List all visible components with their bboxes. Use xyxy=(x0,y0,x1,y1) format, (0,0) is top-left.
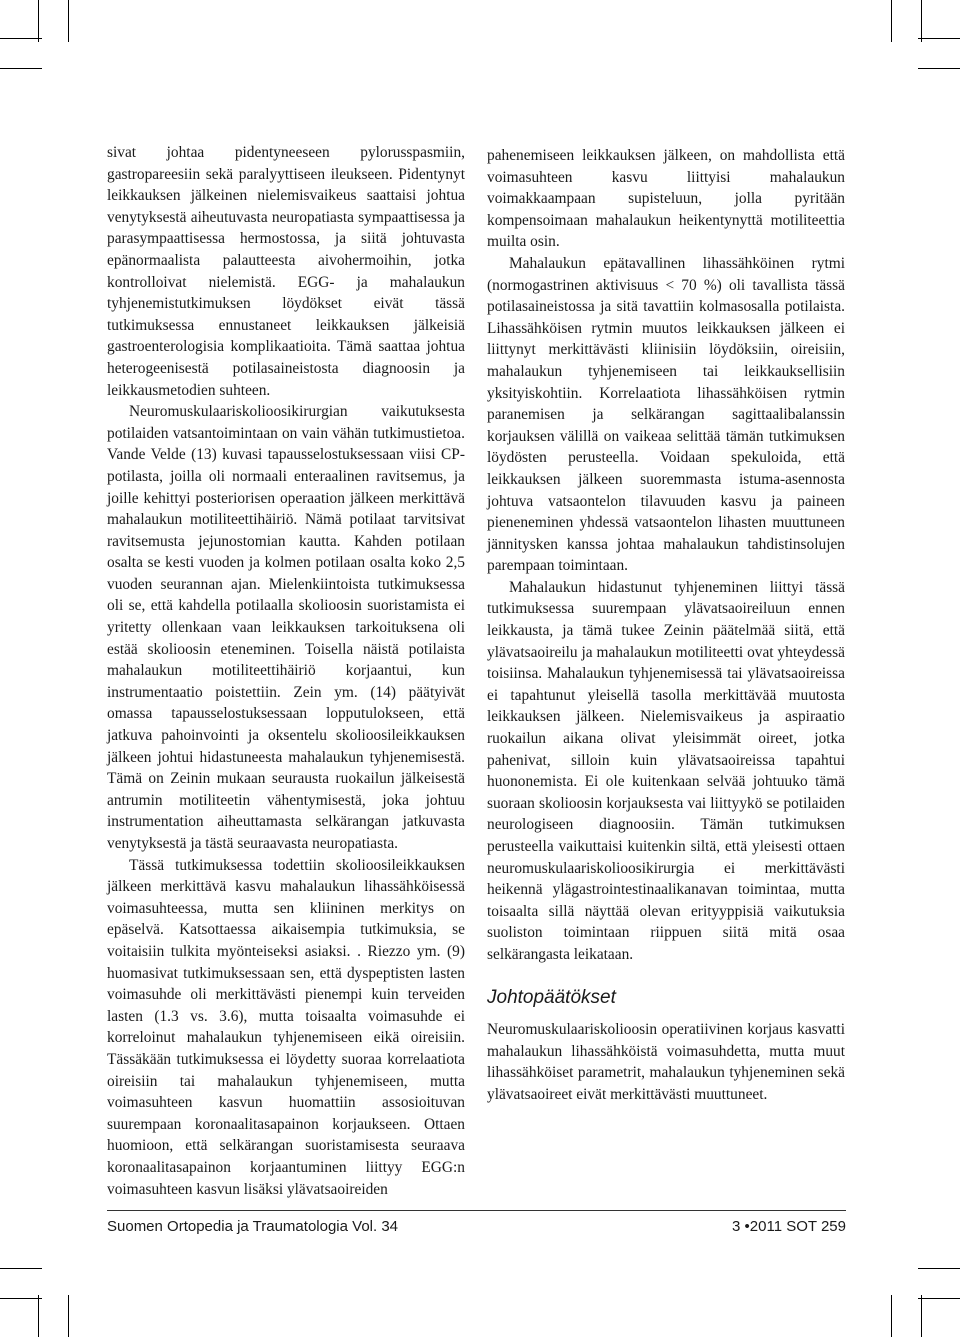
paragraph: Mahalaukun epätavallinen lihassähköinen rytmi (normogastrinen aktivisuus < 70 %) oli tavallista tässä potilasaineistossa ja sitä tavattiin kolmasosalla potilaista. Lihassähköisen rytmin muutos leikkauksen jälkeen ei liittynyt merkittävästi kliinisiin löydöksiin, oireisiin, mahalaukun tyhjenemiseen tai leikkauksellisiin yksityiskohtiin. Korrelaatiota lihassähköisen rytmin paranemisen ja selkärangan sagittaalibalanssin korjauksen välillä on vaikeaa selittää tämän tutkimuksen löydösten perusteella. Voidaan spekuloida, että leikkauksen jälkeen suoremmasta istuma-asennosta johtuva vatsaontelon tilavuuden kasvu ja paineen pieneneminen yhdessä vatsaontelon lihasten muuttuneen jännitysken kanssa johtaa mahalaukun tahdistinsolujen parempaan toimintaan. xyxy=(487,254,845,575)
crop-mark-top-right-v xyxy=(921,0,922,42)
paragraph: Mahalaukun hidastunut tyhjeneminen liittyi tässä tutkimuksessa suurempaan ylävatsaoireiluun ennen leikkausta, ja tämä tukee Zeinin päätelmää siitä, että ylävatsaoireilu ja mahalaukun motiliteetti ovat yhteydessä toisiinsa. Mahalaukun tyhjenemisessä tai ylävatsaoireissa ei tapahtunut yleisellä tasolla merkittävää muutosta leikkauksen jälkeen. Nielemisvaikeus ja aspiraatio ruokailun aikana olivat yleisimmät oireet, jotka pahenivat, silloin kuin ylävatsaoireissa tapahtui huononemista. Ei ole kuitenkaan selvää johtuuko tämä suoraan skolioosin korjauksesta vai liittyykö se potilaiden neurologiseen diagnoosiin. Tämän tutkimuksen perusteella vaikuttaisi kuitenkin siltä, että yleisesti ottaen neuromuskulaariskolioosikirurgia ei merkittävästi heikennä ylägastrointestinaalikanavan toimintaa, mutta toisaalta sillä näyttää olevan erityyppisiä vaikutuksia suoliston toimintaan riippuen siitä mitä osaa selkärangasta leikataan. xyxy=(487,578,845,963)
issue-info: 3 •2011 SOT 259 xyxy=(732,1218,846,1235)
crop-mark-top-right-h xyxy=(918,38,960,39)
conclusion-paragraph: Neuromuskulaariskolioosin operatiivinen korjaus kasvatti mahalaukun lihassähköistä voimasuhdetta, mutta muut lihassähköiset parametrit, mahalaukun tyhjeneminen sekä ylävatsaoireet eivät merkittävästi muuttuneet. xyxy=(487,1021,845,1103)
crop-mark-bottom-left-v xyxy=(38,1295,39,1337)
paragraph: Tässä tutkimuksessa todettiin skolioosileikkauksen jälkeen merkittävä kasvu mahalaukun lihassähköisessä voimasuhteessa, mutta sen kliininen merkitys on epäselvä. Katsottaessa aikaisempia tutkimuksia, se voitaisiin tulkita myönteiseksi asiaksi. . Riezzo ym. (9) huomasivat tutkimuksessaan sen, että dyspeptisten lasten voimasuhde oli merkittävästi pienempi kuin terveiden lasten (1.3 vs. 3.6), mutta toisaalta voimasuhde ei korreloinut mahalaukun tyhjenemiseen eikä oireisiin. Tässäkään tutkimuksessa ei löydetty suoraa korrelaatiota oireisiin tai mahalaukun tyhjenemiseen, mutta voimasuhteen kasvun huomattiin assosioituvan suurempaan koronaalitasapainon korjaukseen. Ottaen huomioon, että selkärangan suoristamisesta seuraava koronaalitasapainon korjaantuminen liittyy EGG:n voimasuhteen kasvun lisäksi ylävatsaoireiden xyxy=(107,856,465,1198)
crop-mark-bottom-right-h2 xyxy=(918,1268,960,1269)
crop-mark-top-left-h2 xyxy=(0,68,42,69)
footer-divider xyxy=(107,1210,846,1211)
crop-mark-top-right-v2 xyxy=(891,0,892,42)
crop-mark-bottom-right-h xyxy=(918,1298,960,1299)
crop-mark-bottom-left-h2 xyxy=(0,1268,42,1269)
crop-mark-top-left-v2 xyxy=(68,0,69,42)
crop-mark-bottom-left-h xyxy=(0,1298,42,1299)
paragraph: pahenemiseen leikkauksen jälkeen, on mahdollista että voimasuhteen kasvu liittyisi mahalaukun voimakkaampaan supisteluun, jolla pyritään kompensoimaan mahalaukun heikentynyttä motiliteettia muilta osin. xyxy=(487,147,845,251)
crop-mark-top-left-v xyxy=(38,0,39,42)
paragraph: sivat johtaa pidentyneeseen pylorusspasmiin, gastropareesiin sekä paralyyttiseen ileukseen. Pidentynyt leikkauksen jälkeinen nielemisvaikeus saattaisi johtua venytyksestä aiheutuvasta neuropatiasta sympaattisessa ja parasympaattisessa hermostossa, ja siitä johtuvasta epänormaalista palautteesta aivohermoihin, jotka kontrolloivat nielemistä. EGG- ja mahalaukun tyhjenemistutkimuksen löydökset eivät tässä tutkimuksessa ennustaneet leikkauksen jälkeisiä gastroenterologisia komplikaatioita. Tämä saattaa johtua heterogeenisestä potilasaineistosta diagnoosin ja leikkausmetodien suhteen. xyxy=(107,144,465,399)
crop-mark-top-left-h xyxy=(0,38,42,39)
crop-mark-bottom-right-v xyxy=(921,1295,922,1337)
section-heading: Johtopäätökset xyxy=(487,986,616,1008)
crop-mark-bottom-left-v2 xyxy=(68,1295,69,1337)
crop-mark-bottom-right-v2 xyxy=(891,1295,892,1337)
right-column xyxy=(487,145,845,1106)
journal-name: Suomen Ortopedia ja Traumatologia Vol. 34 xyxy=(107,1218,399,1235)
paragraph: Neuromuskulaariskolioosikirurgian vaikutuksesta potilaiden vatsantoimintaan on vain vähän tutkimustietoa. Vande Velde (13) kuvasi tapausselostuksessaan viisi CP-potilasta, joilla oli normaali enteraalinen ravitsemus, ja joille kehittyi posteriorisen operaation jälkeen merkittävä mahalaukun motiliteettihäiriö. Nämä potilaat tarvitsivat ravitsemusta jejunostomian kautta. Kahden potilaan osalta se kesti vuoden ja kolmen potilaan osalta koko 2,5 vuoden seurannan ajan. Mielenkiintoista tutkimuksessa oli se, että kahdella potilaalla skolioosin suoristamista ei yritetty ollenkaan vaan leikkauksen tarkoituksena oli estää skolioosin eteneminen. Toisella näistä potilaista mahalaukun motiliteettihäiriö korjaantui, kun instrumentaatio poistettiin. Zein ym. (14) päätyivät omassa tapausselostuksessaan lopputulokseen, että jatkuva pahoinvointi ja oksentelu skolioosileikkauksen jälkeen johtui hidastuneesta mahalaukun tyhjenemisestä. Tämä on Zeinin mukaan seurausta ruokailun jälkeisestä antrumin motiliteetin vähentymisestä, joka johtuu instrumentation aiheuttamasta selkärangan jatkuvasta venytyksestä ja tästä seuraavasta neuropatiasta. xyxy=(107,403,465,852)
left-column xyxy=(107,142,465,1200)
crop-mark-top-right-h2 xyxy=(918,68,960,69)
